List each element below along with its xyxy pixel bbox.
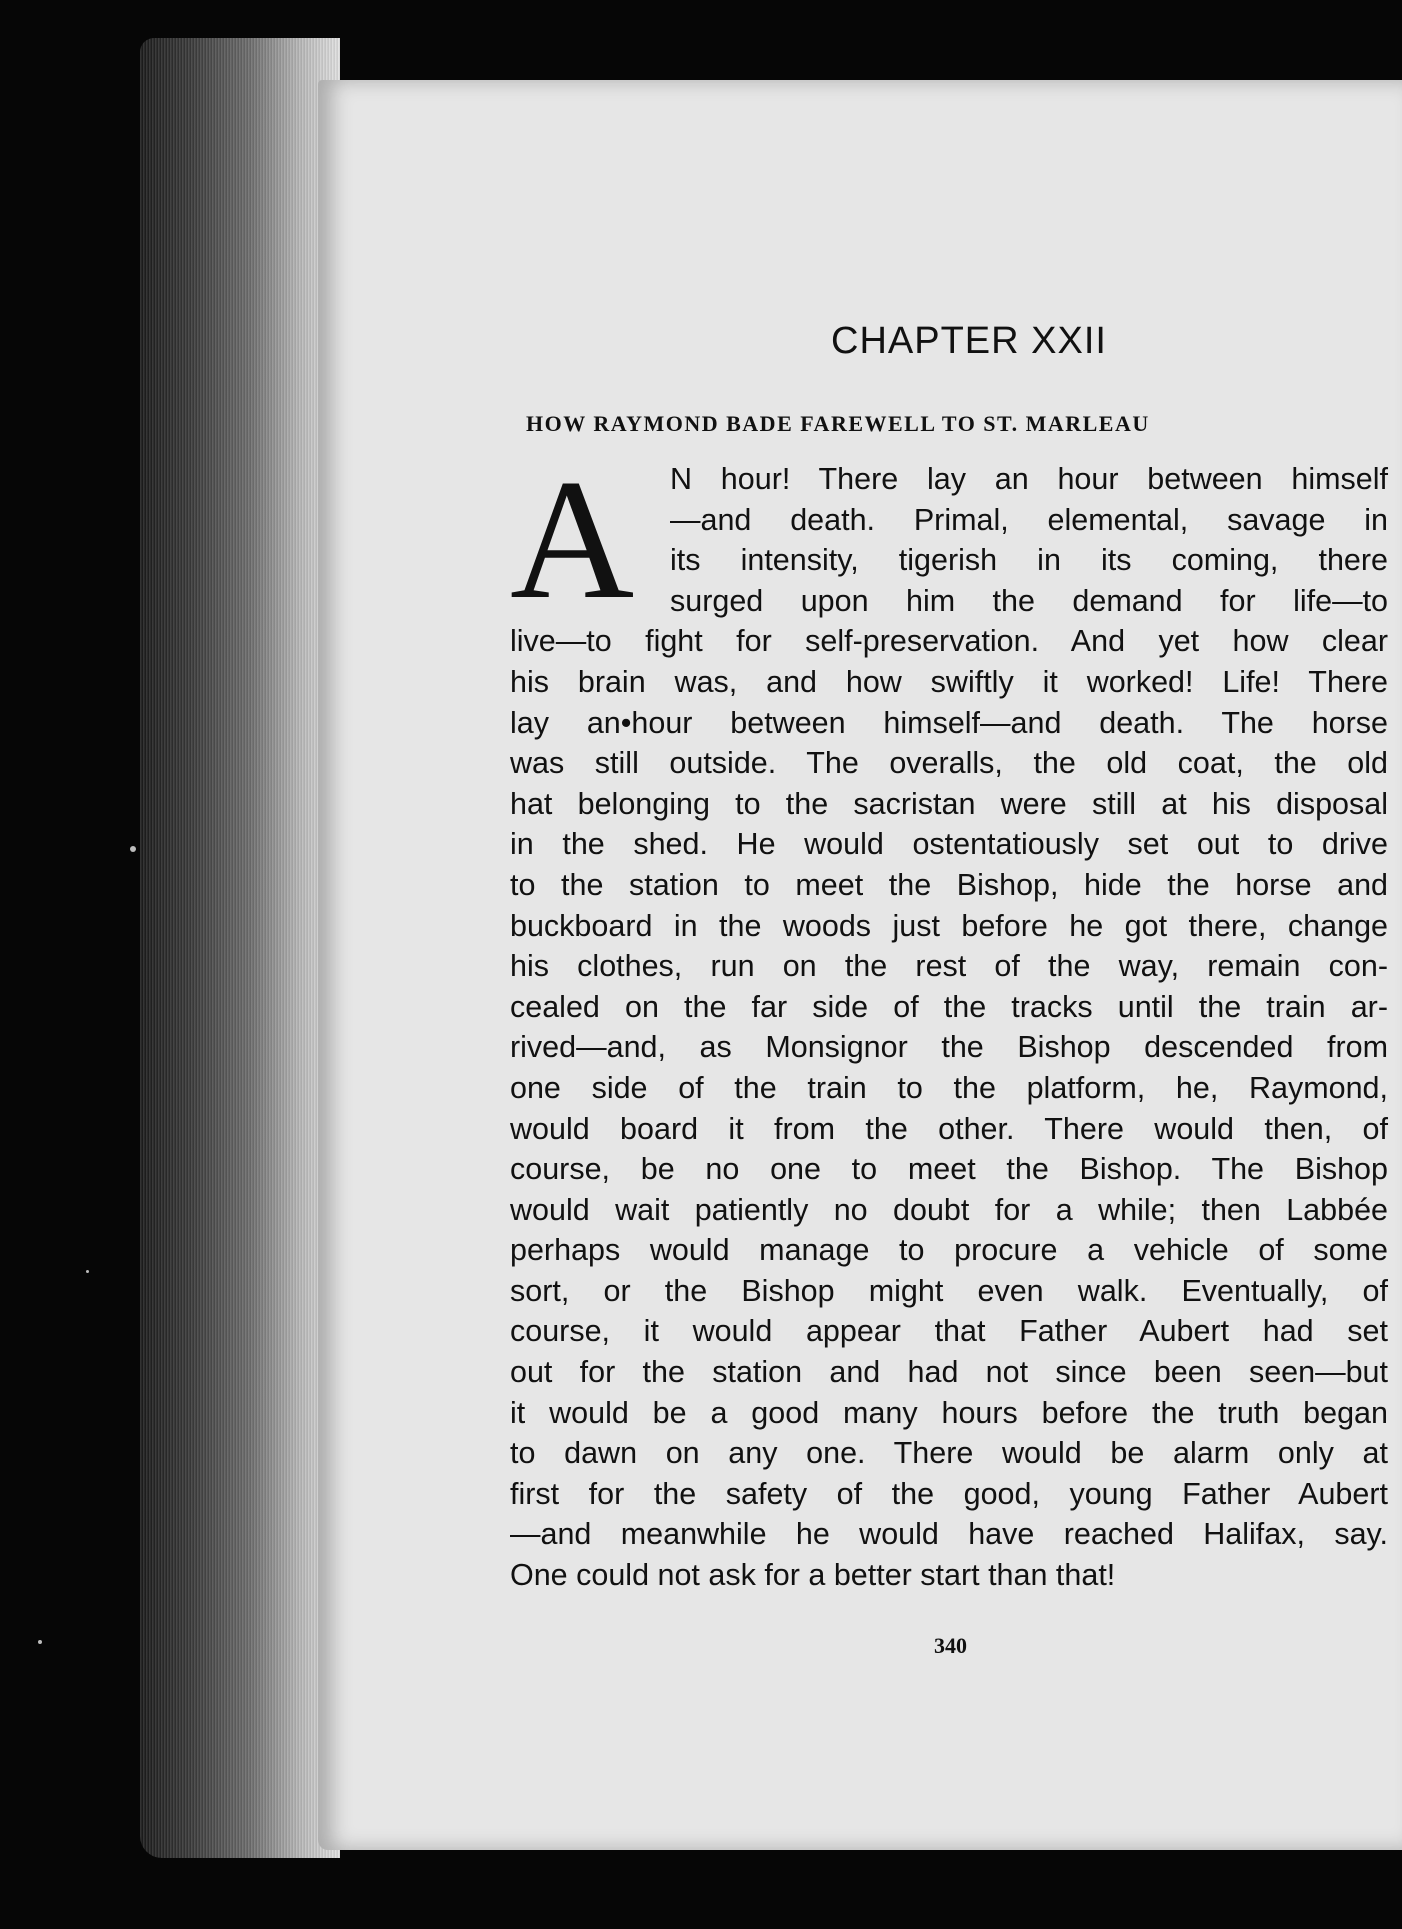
text-line: lay an•hour between himself—and death. The horse [510,705,1388,740]
text-line: —and death. Primal, elemental, savage in [670,502,1388,537]
dust-speck [130,846,136,852]
text-line: rived—and, as Monsignor the Bishop descended from [510,1030,1388,1065]
text-line: in the shed. He would ostentatiously set out to drive [510,827,1388,862]
text-line: live—to fight for self-preservation. And yet how clear [510,624,1388,659]
text-line: —and meanwhile he would have reached Halifax, say. [510,1517,1388,1552]
text-line: cealed on the far side of the tracks until the train ar- [510,989,1388,1024]
drop-cap: A [510,445,635,635]
chapter-body [510,445,1388,1596]
text-line: his clothes, run on the rest of the way, remain con- [510,949,1388,984]
text-line: to the station to meet the Bishop, hide the horse and [510,867,1388,902]
text-line: buckboard in the woods just before he got there, change [510,908,1388,943]
text-line: one side of the train to the platform, he, Raymond, [510,1070,1388,1105]
chapter-title: CHAPTER XXII [831,320,1107,362]
text-line: course, be no one to meet the Bishop. The Bishop [510,1152,1388,1187]
text-line: sort, or the Bishop might even walk. Eventually, of [510,1273,1388,1308]
text-line: course, it would appear that Father Aubert had set [510,1314,1388,1349]
page-number: 340 [934,1633,967,1658]
text-line: perhaps would manage to procure a vehicle of some [510,1233,1388,1268]
dust-speck [38,1640,42,1644]
text-line: N hour! There lay an hour between himself [670,462,1388,496]
text-line: his brain was, and how swiftly it worked! Life! There [510,664,1388,699]
dust-speck [86,1270,89,1273]
text-line: it would be a good many hours before the truth began [510,1395,1388,1430]
text-line: One could not ask for a better start than that! [510,1558,1116,1593]
chapter-subtitle: HOW RAYMOND BADE FAREWELL TO ST. MARLEAU [526,411,1150,436]
text-line: surged upon him the demand for life—to [670,583,1388,618]
text-line: was still outside. The overalls, the old coat, the old [510,746,1388,781]
text-line: out for the station and had not since been seen—but [510,1355,1388,1390]
text-line: its intensity, tigerish in its coming, there [670,543,1388,578]
book-page-edges [140,38,340,1858]
page-content [510,320,1388,1596]
text-line: would wait patiently no doubt for a while; then Labbée [510,1192,1388,1227]
text-line: first for the safety of the good, young Father Aubert [510,1476,1388,1511]
text-line: would board it from the other. There would then, of [510,1111,1388,1146]
text-line: to dawn on any one. There would be alarm only at [510,1436,1388,1471]
text-line: hat belonging to the sacristan were still at his disposal [510,786,1388,821]
